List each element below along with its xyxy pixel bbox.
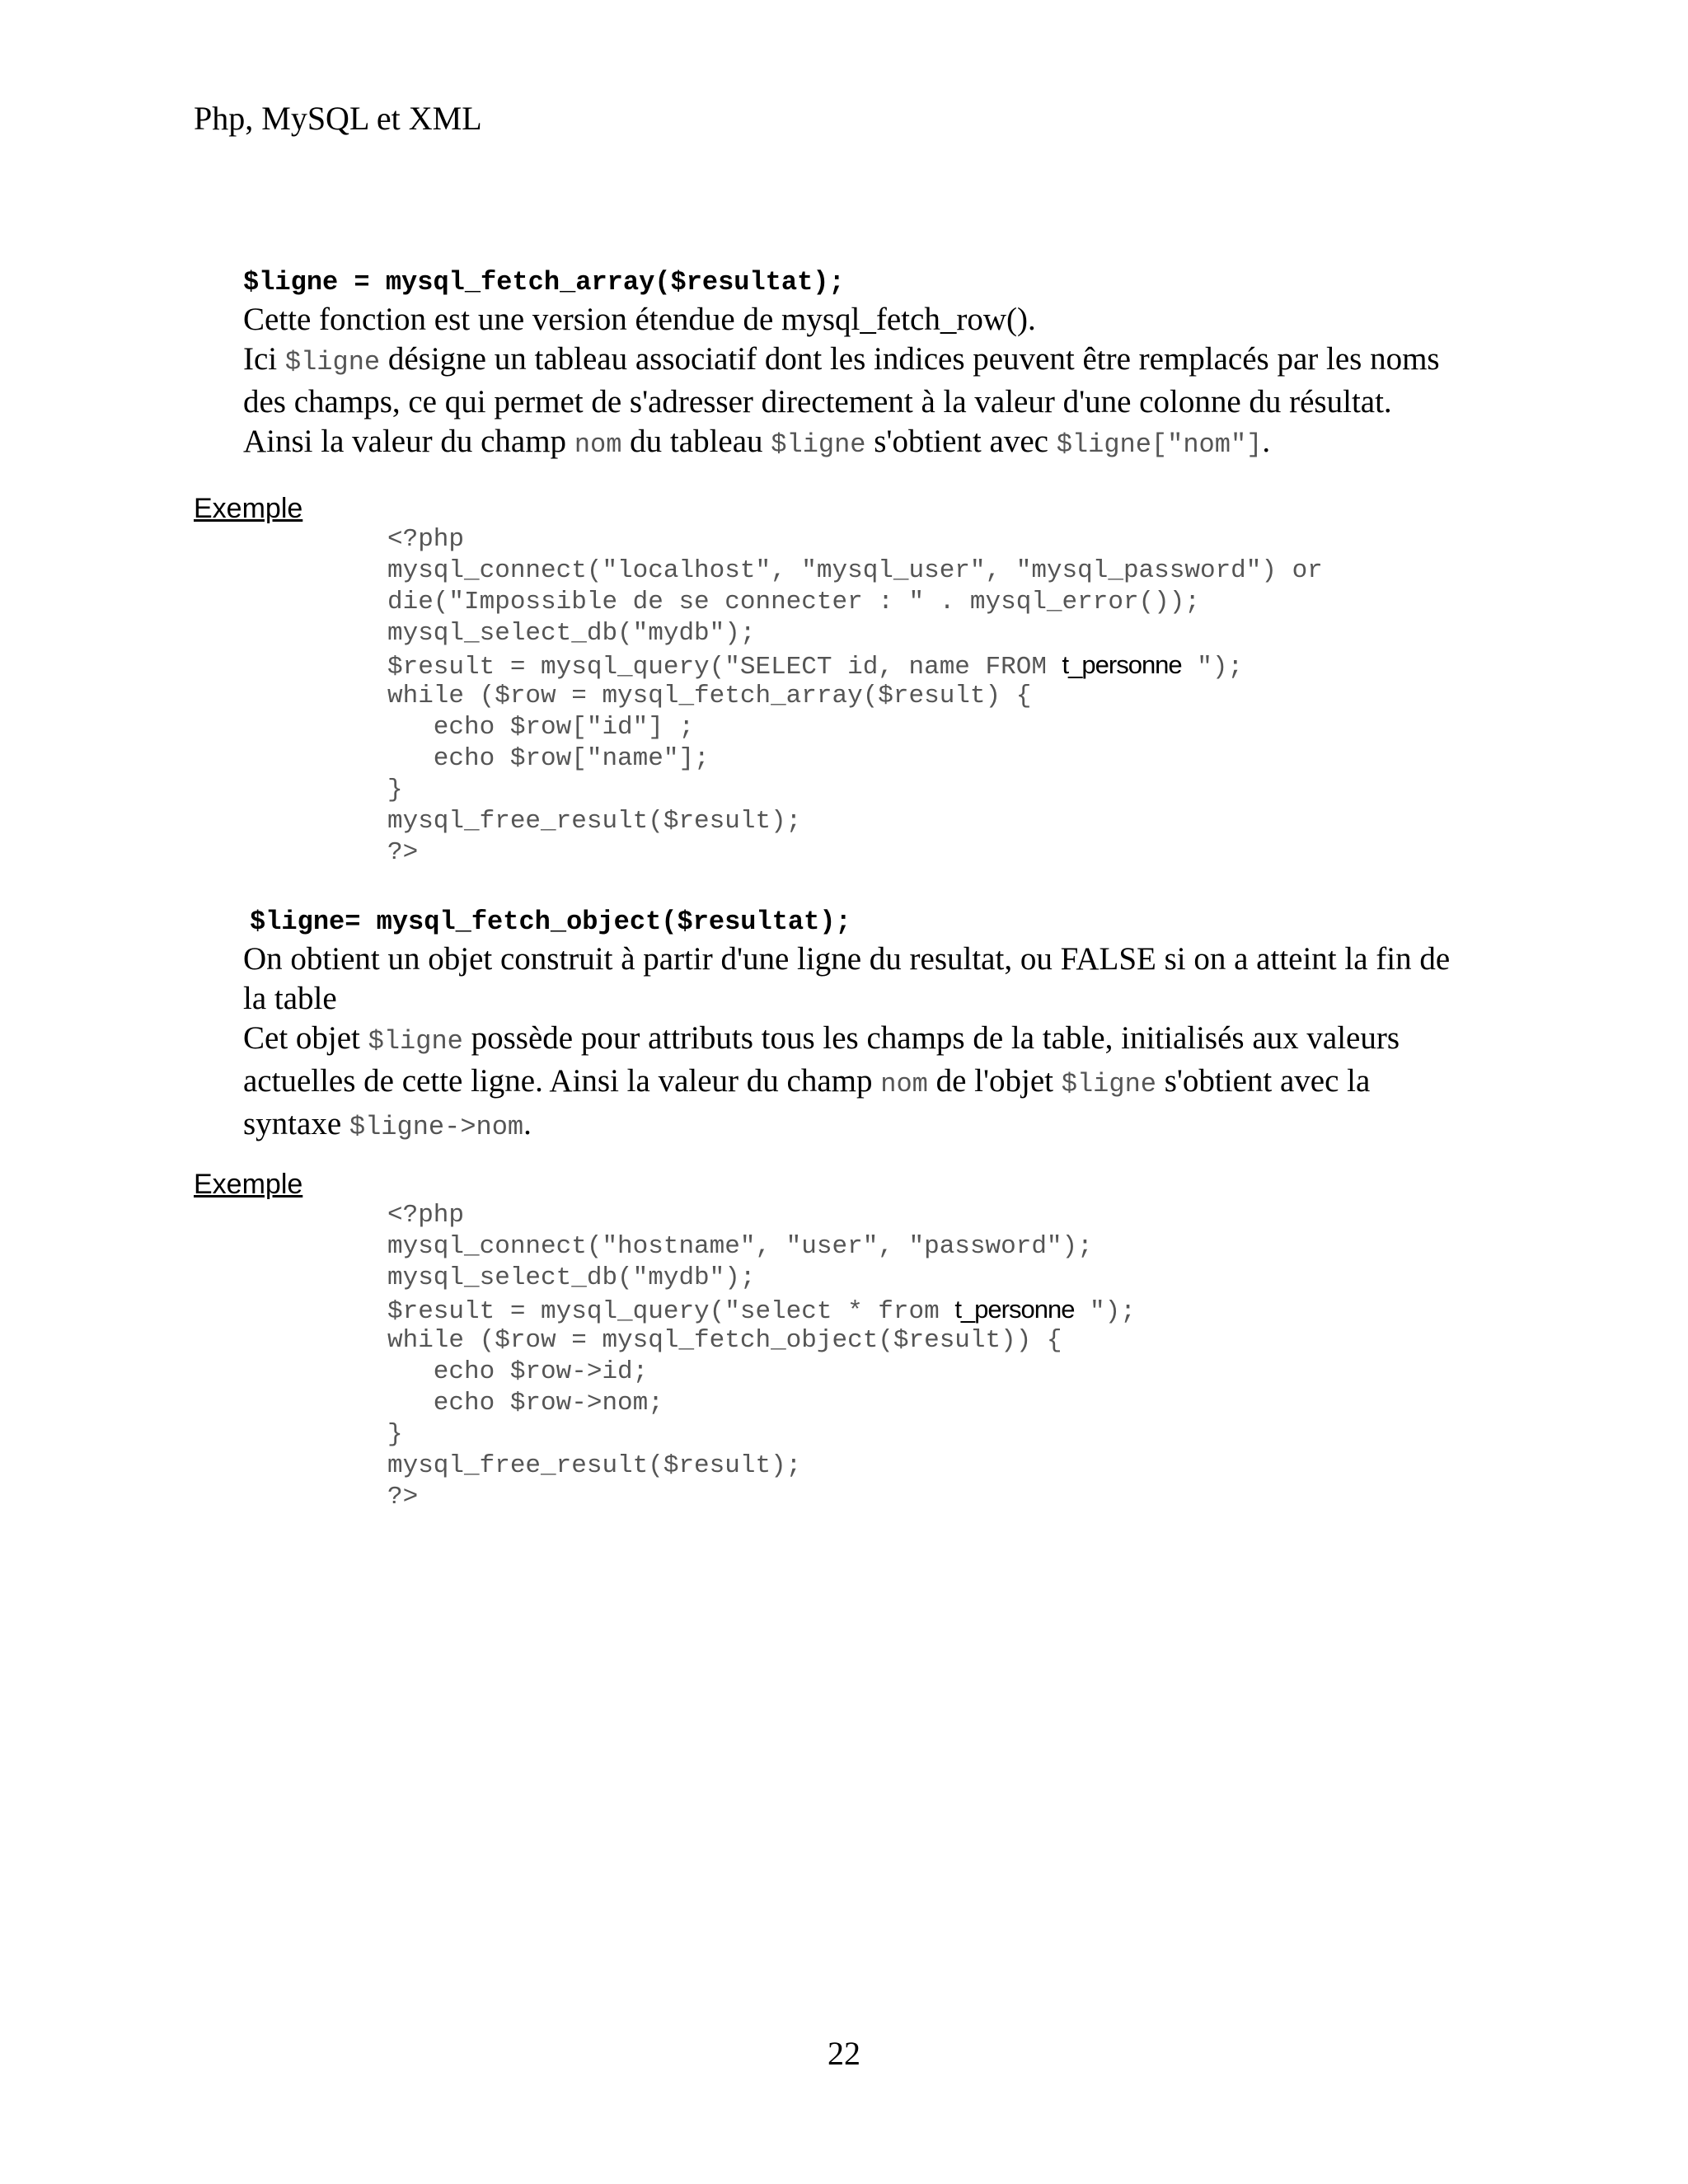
code-line: [387, 649, 1323, 681]
code-example-2: [387, 1200, 1136, 1513]
page-number: 22: [828, 2035, 860, 2072]
function-signature: $ligne= mysql_fetch_object($resultat);: [250, 907, 851, 937]
text-fragment: Ici: [243, 341, 285, 377]
table-name: t_personne: [954, 1295, 1075, 1324]
code-fragment: $result = mysql_query("select * from: [387, 1297, 955, 1326]
example-label: Exemple: [194, 1169, 303, 1200]
code-line: echo $row["name"];: [387, 744, 710, 773]
code-line: mysql_connect("localhost", "mysql_user", "mysql_password") or: [387, 556, 1323, 585]
text-line: la table: [243, 981, 337, 1016]
code-line: echo $row["id"] ;: [387, 713, 695, 742]
code-line: mysql_free_result($result);: [387, 807, 802, 836]
text-fragment: .: [1262, 424, 1271, 459]
text-fragment: .: [523, 1106, 532, 1141]
example-label: Exemple: [194, 493, 303, 524]
code-line: echo $row->id;: [387, 1357, 649, 1386]
text-line: On obtient un objet construit à partir d'une ligne du resultat, ou FALSE si on a atteint la fin de: [243, 941, 1451, 977]
code-line: ?>: [387, 838, 419, 867]
text-fragment: possède pour attributs tous les champs de la table, initialisés aux valeurs: [462, 1020, 1400, 1056]
code-line: mysql_connect("hostname", "user", "password");: [387, 1232, 1093, 1261]
text-line: [243, 422, 1512, 465]
page-header-title: Php, MySQL et XML: [194, 100, 482, 137]
text-line: [243, 340, 1512, 382]
text-fragment: Ainsi la valeur du champ: [243, 424, 574, 459]
description-paragraph: [243, 940, 1512, 1147]
code-line: <?php: [387, 525, 465, 554]
code-line: mysql_select_db("mydb");: [387, 1263, 756, 1292]
code-line: die("Impossible de se connecter : " . mysql_error());: [387, 588, 1200, 616]
text-fragment: désigne un tableau associatif dont les indices peuvent être remplacés par les noms: [380, 341, 1440, 377]
text-fragment: Cet objet: [243, 1020, 368, 1056]
code-fragment: ");: [1181, 653, 1244, 682]
code-line: <?php: [387, 1201, 465, 1230]
function-signature: $ligne = mysql_fetch_array($resultat);: [243, 267, 845, 298]
text-line: [243, 1019, 1512, 1062]
text-line: des champs, ce qui permet de s'adresser directement à la valeur d'une colonne du résultat.: [243, 384, 1392, 419]
text-line: [243, 1062, 1512, 1104]
text-fragment: s'obtient avec: [865, 424, 1057, 459]
text-line: [243, 1104, 1512, 1147]
code-fragment: $result = mysql_query("SELECT id, name FROM: [387, 653, 1062, 682]
inline-code: $ligne->nom: [349, 1112, 524, 1142]
code-line: }: [387, 776, 403, 804]
text-fragment: syntaxe: [243, 1106, 349, 1141]
code-example-1: [387, 524, 1323, 869]
inline-code: $ligne: [771, 429, 866, 460]
code-line: ?>: [387, 1483, 419, 1511]
code-fragment: ");: [1074, 1297, 1136, 1326]
inline-code: $ligne: [284, 347, 381, 377]
inline-code: $ligne: [368, 1026, 463, 1057]
table-name: t_personne: [1062, 650, 1182, 679]
code-line: }: [387, 1420, 403, 1449]
code-line: mysql_select_db("mydb");: [387, 619, 756, 648]
inline-code: $ligne: [1061, 1069, 1156, 1099]
text-line: Cette fonction est une version étendue de mysql_fetch_row().: [243, 302, 1036, 337]
code-line: echo $row->nom;: [387, 1389, 663, 1418]
text-fragment: de l'objet: [927, 1063, 1062, 1099]
inline-code: nom: [880, 1069, 928, 1099]
section-fetch-object: [243, 905, 1512, 1147]
code-line: mysql_free_result($result);: [387, 1451, 802, 1480]
code-line: while ($row = mysql_fetch_array($result) {: [387, 682, 1032, 710]
inline-code: $ligne["nom"]: [1056, 429, 1263, 460]
text-fragment: du tableau: [621, 424, 771, 459]
description-paragraph: [243, 300, 1512, 465]
section-fetch-array: [243, 265, 1512, 465]
code-line: while ($row = mysql_fetch_object($result)) {: [387, 1326, 1062, 1355]
code-line: [387, 1294, 1136, 1325]
text-fragment: s'obtient avec la: [1156, 1063, 1371, 1099]
text-fragment: actuelles de cette ligne. Ainsi la valeur du champ: [243, 1063, 881, 1099]
inline-code: nom: [574, 429, 622, 460]
